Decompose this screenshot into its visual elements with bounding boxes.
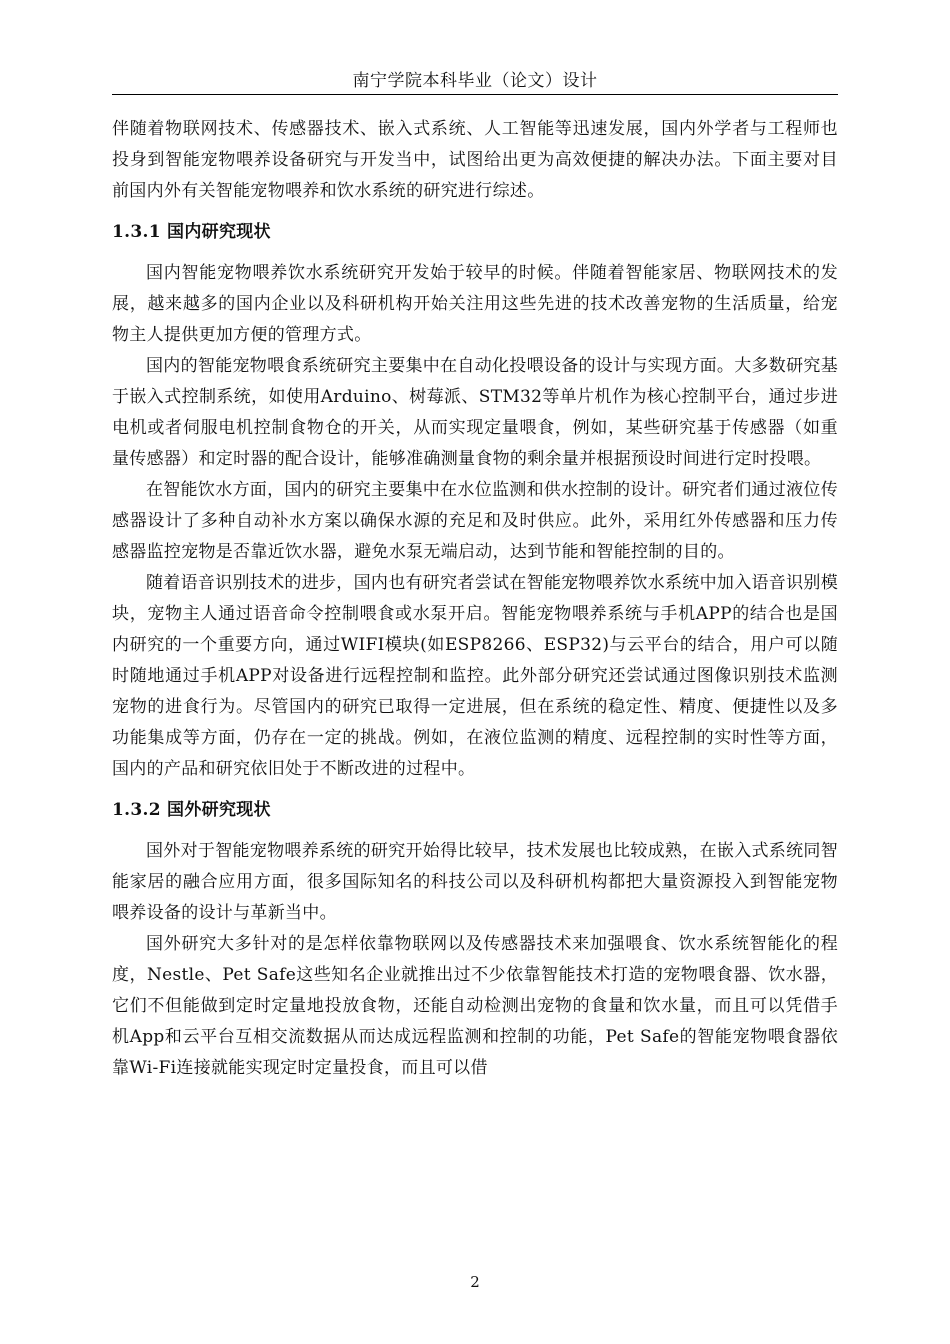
paragraph: 随着语音识别技术的进步，国内也有研究者尝试在智能宠物喂养饮水系统中加入语音识别模块，宠物主人通过语音命令控制喂食或水泵开启。智能宠物喂养系统与手机APP的结合也是国内研究的一个重要方向，通过WIFI模块(如ESP8266、ESP32)与云平台的结合，用户可以随时随地通过手机APP对设备进行远程控制和监控。此外部分研究还尝试通过图像识别技术监测宠物的进食行为。尽管国内的研究已取得一定进展，但在系统的稳定性、精度、便捷性以及多功能集成等方面，仍存在一定的挑战。例如，在液位监测的精度、远程控制的实时性等方面，国内的产品和研究依旧处于不断改进的过程中。 — [112, 573, 838, 779]
paragraph: 在智能饮水方面，国内的研究主要集中在水位监测和供水控制的设计。研究者们通过液位传感器设计了多种自动补水方案以确保水源的充足和及时供应。此外，采用红外传感器和压力传感器监控宠物是否靠近饮水器，避免水泵无端启动，达到节能和智能控制的目的。 — [112, 480, 838, 562]
page-body — [112, 114, 838, 1084]
section-heading-1-3-1: 1.3.1 国内研究现状 — [112, 222, 271, 242]
section-heading-1-3-2: 1.3.2 国外研究现状 — [112, 800, 271, 820]
paragraph: 国内的智能宠物喂食系统研究主要集中在自动化投喂设备的设计与实现方面。大多数研究基于嵌入式控制系统，如使用Arduino、树莓派、STM32等单片机作为核心控制平台，通过步进电机或者伺服电机控制食物仓的开关，从而实现定量喂食，例如，某些研究基于传感器（如重量传感器）和定时器的配合设计，能够准确测量食物的剩余量并根据预设时间进行定时投喂。 — [112, 356, 838, 469]
paragraph: 国外对于智能宠物喂养系统的研究开始得比较早，技术发展也比较成熟，在嵌入式系统同智能家居的融合应用方面，很多国际知名的科技公司以及科研机构都把大量资源投入到智能宠物喂养设备的设计与革新当中。 — [112, 841, 838, 923]
header-rule — [112, 94, 838, 95]
paragraph: 国内智能宠物喂养饮水系统研究开发始于较早的时候。伴随着智能家居、物联网技术的发展，越来越多的国内企业以及科研机构开始关注用这些先进的技术改善宠物的生活质量，给宠物主人提供更加方便的管理方式。 — [112, 263, 838, 345]
paragraph: 国外研究大多针对的是怎样依靠物联网以及传感器技术来加强喂食、饮水系统智能化的程度，Nestle、Pet Safe这些知名企业就推出过不少依靠智能技术打造的宠物喂食器、饮水器，它们不但能做到定时定量地投放食物，还能自动检测出宠物的食量和饮水量，而且可以凭借手机App和云平台互相交流数据从而达成远程监测和控制的功能，Pet Safe的智能宠物喂食器依靠Wi-Fi连接就能实现定时定量投食，而且可以借 — [112, 934, 838, 1078]
page-number: 2 — [470, 1273, 480, 1291]
intro-paragraph: 伴随着物联网技术、传感器技术、嵌入式系统、人工智能等迅速发展，国内外学者与工程师也投身到智能宠物喂养设备研究与开发当中，试图给出更为高效便捷的解决办法。下面主要对目前国内外有关智能宠物喂养和饮水系统的研究进行综述。 — [112, 119, 838, 201]
running-header: 南宁学院本科毕业（论文）设计 — [352, 71, 598, 91]
